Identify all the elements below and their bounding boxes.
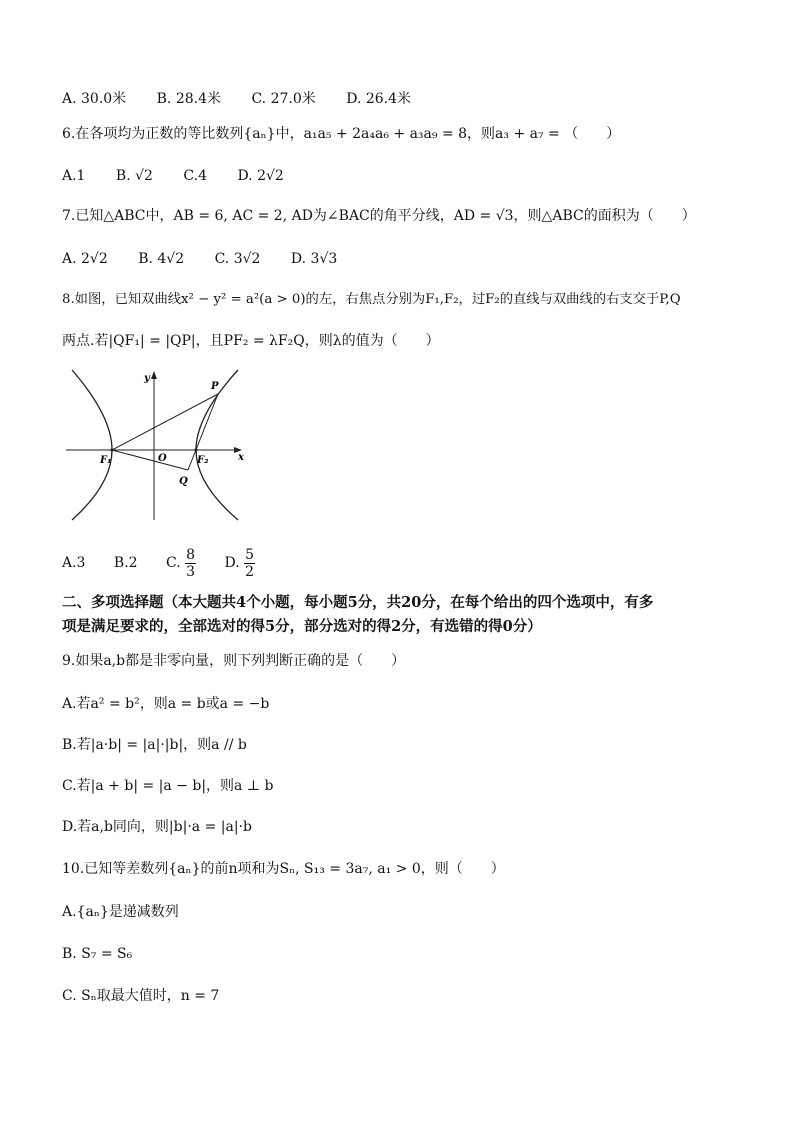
q8-option-c-label: C. — [166, 555, 181, 571]
q8-option-d-label: D. — [224, 555, 240, 571]
q8-option-d-fraction — [244, 547, 255, 580]
section2-heading-line1: 二、多项选择题（本大题共4个小题，每小题5分，共20分，在每个给出的四个选项中，有多 — [62, 594, 654, 611]
label-y: y — [144, 373, 150, 384]
q6-stem: 6.在各项均为正数的等比数列{aₙ}中，a₁a₅ + 2a₄a₆ + a₃a₉ = 8，则a₃ + a₇ = （ ） — [62, 126, 621, 142]
q6-option-c: C.4 — [183, 168, 207, 184]
q6-option-b: B. √2 — [115, 168, 153, 184]
q9-option-a: A.若a² = b²，则a = b或a = −b — [62, 696, 270, 712]
q7-option-c: C. 3√2 — [214, 251, 261, 267]
q7-option-b: B. 4√2 — [138, 251, 185, 267]
q10-option-b: B. S₇ = S₆ — [62, 946, 133, 962]
q8-stem-line2: 两点.若|QF₁| = |QP|，且PF₂ = λF₂Q，则λ的值为（ ） — [62, 333, 440, 349]
q8-option-c-fraction — [185, 547, 196, 580]
q8-option-b: B.2 — [113, 555, 138, 571]
label-f1: F₁ — [100, 455, 112, 466]
q7-option-d: D. 3√3 — [290, 251, 338, 267]
q7-stem: 7.已知△ABC中，AB = 6, AC = 2, AD为∠BAC的角平分线，AD = √3，则△ABC的面积为（ ） — [62, 208, 696, 224]
q10-option-a: A.{aₙ}是递减数列 — [62, 904, 179, 920]
label-f2: F₂ — [197, 455, 209, 466]
segment-f1-q — [112, 450, 188, 470]
q10-option-c: C. Sₙ取最大值时，n = 7 — [62, 988, 220, 1004]
q10-stem: 10.已知等差数列{aₙ}的前n项和为Sₙ, S₁₃ = 3a₇, a₁ > 0，则（ ） — [62, 861, 505, 877]
left-branch — [72, 370, 112, 520]
q8-option-c-num: 8 — [186, 546, 196, 563]
q6-option-a: A.1 — [62, 168, 86, 184]
q5-option-d: D. 26.4米 — [346, 91, 412, 107]
q8-option-d-den: 2 — [245, 563, 255, 580]
q5-option-a: A. 30.0米 — [62, 91, 127, 107]
q9-option-b: B.若|a·b| = |a|·|b|，则a // b — [62, 737, 247, 753]
q6-option-d: D. 2√2 — [237, 168, 284, 184]
q5-option-c: C. 27.0米 — [251, 91, 316, 107]
q8-option-d-num: 5 — [245, 546, 255, 563]
q8-options — [62, 546, 255, 580]
q8-option-a: A.3 — [62, 555, 86, 571]
q6-options — [62, 166, 310, 186]
q9-stem: 9.如果a,b都是非零向量，则下列判断正确的是（ ） — [62, 653, 406, 669]
q5-option-b: B. 28.4米 — [156, 91, 222, 107]
q8-stem-line1: 8.如图，已知双曲线x² − y² = a²(a > 0)的左，右焦点分别为F₁,F₂，过F₂的直线与双曲线的右支交于P,Q — [62, 292, 681, 307]
q7-options — [62, 249, 363, 269]
label-o: O — [158, 453, 167, 464]
right-branch — [196, 370, 238, 520]
label-p: P — [211, 381, 219, 392]
label-x: x — [238, 452, 244, 463]
hyperbola-figure — [62, 366, 250, 522]
q9-option-d: D.若a,b同向，则|b|·a = |a|·b — [62, 819, 252, 835]
q8-option-c-den: 3 — [186, 563, 196, 580]
q7-option-a: A. 2√2 — [62, 251, 108, 267]
q9-option-c: C.若|a + b| = |a − b|，则a ⊥ b — [62, 778, 274, 794]
label-q: Q — [179, 476, 188, 487]
section2-heading-line2: 项是满足要求的，全部选对的得5分，部分选对的得2分，有选错的得0分） — [62, 618, 542, 635]
q5-options — [62, 89, 437, 109]
